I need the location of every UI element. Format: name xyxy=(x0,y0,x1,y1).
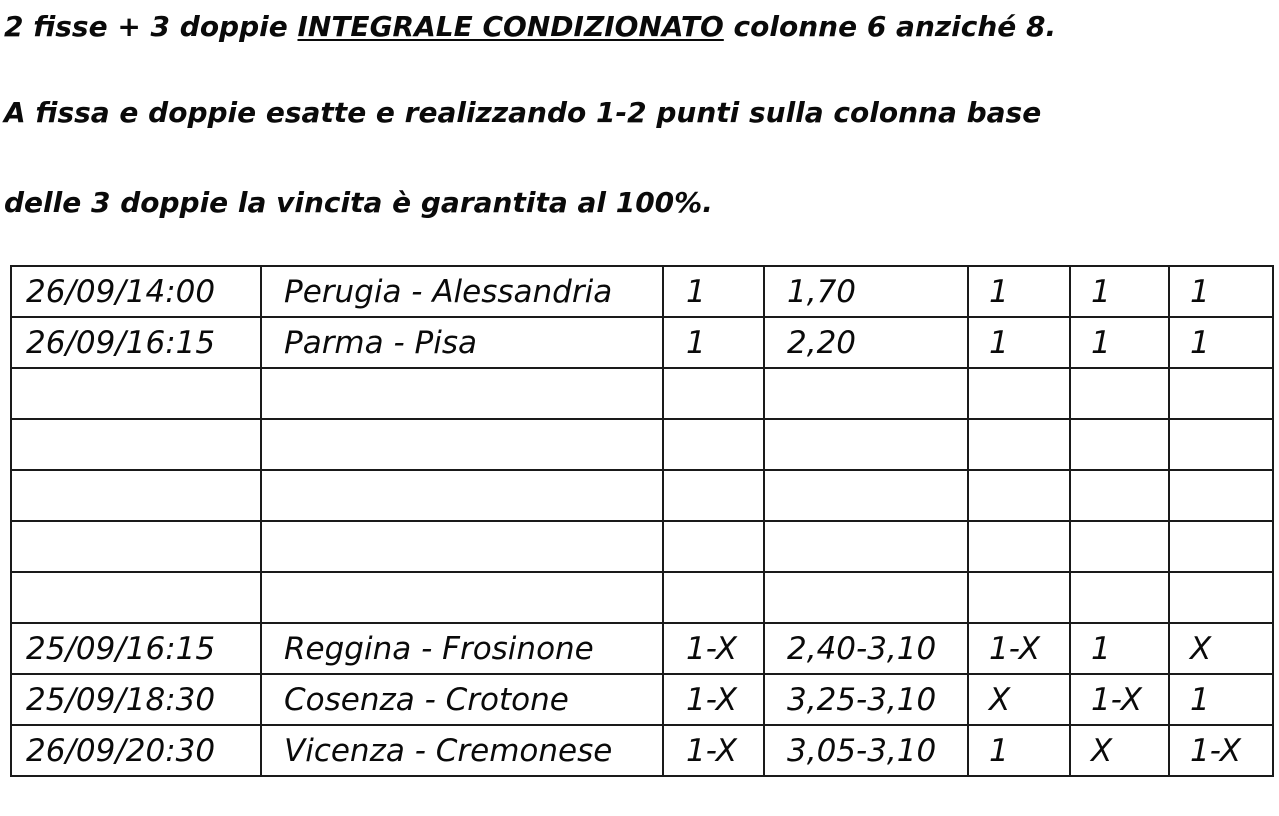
cell-column-2: 1 xyxy=(1070,623,1169,674)
cell-match-teams: Reggina - Frosinone xyxy=(261,623,663,674)
cell-prediction: 1-X xyxy=(663,725,764,776)
cell-prediction: 1 xyxy=(663,266,764,317)
cell-column-1: 1 xyxy=(968,317,1070,368)
heading-line-3: delle 3 doppie la vincita è garantita al 100%. xyxy=(4,186,713,219)
cell-match-datetime xyxy=(11,368,261,419)
cell-column-2: X xyxy=(1070,725,1169,776)
cell-match-datetime xyxy=(11,572,261,623)
cell-prediction xyxy=(663,368,764,419)
heading-line-1 xyxy=(4,10,1056,43)
cell-odds: 2,20 xyxy=(764,317,968,368)
cell-match-datetime: 26/09/14:00 xyxy=(11,266,261,317)
cell-column-2: 1 xyxy=(1070,317,1169,368)
cell-odds xyxy=(764,521,968,572)
betting-table xyxy=(10,265,1274,777)
cell-odds: 1,70 xyxy=(764,266,968,317)
cell-prediction: 1-X xyxy=(663,623,764,674)
cell-prediction: 1 xyxy=(663,317,764,368)
cell-column-1 xyxy=(968,368,1070,419)
cell-prediction xyxy=(663,572,764,623)
cell-column-3 xyxy=(1169,470,1273,521)
cell-match-teams: Cosenza - Crotone xyxy=(261,674,663,725)
cell-odds: 3,05-3,10 xyxy=(764,725,968,776)
table-row xyxy=(11,419,1273,470)
table-row xyxy=(11,674,1273,725)
table-row xyxy=(11,521,1273,572)
cell-match-datetime: 26/09/16:15 xyxy=(11,317,261,368)
cell-match-teams xyxy=(261,572,663,623)
cell-odds xyxy=(764,419,968,470)
cell-column-2 xyxy=(1070,572,1169,623)
cell-column-3 xyxy=(1169,521,1273,572)
cell-prediction: 1-X xyxy=(663,674,764,725)
table-row xyxy=(11,368,1273,419)
cell-column-3: 1 xyxy=(1169,317,1273,368)
cell-match-teams: Vicenza - Cremonese xyxy=(261,725,663,776)
cell-prediction xyxy=(663,419,764,470)
cell-match-datetime xyxy=(11,470,261,521)
cell-column-3 xyxy=(1169,368,1273,419)
table-row xyxy=(11,317,1273,368)
table-row xyxy=(11,623,1273,674)
cell-column-2: 1-X xyxy=(1070,674,1169,725)
cell-odds xyxy=(764,572,968,623)
cell-odds xyxy=(764,470,968,521)
cell-column-2: 1 xyxy=(1070,266,1169,317)
cell-column-1 xyxy=(968,470,1070,521)
table-row xyxy=(11,470,1273,521)
cell-column-3: 1 xyxy=(1169,674,1273,725)
cell-column-1: 1-X xyxy=(968,623,1070,674)
cell-match-teams xyxy=(261,521,663,572)
cell-match-teams xyxy=(261,368,663,419)
cell-column-3 xyxy=(1169,572,1273,623)
cell-column-1: 1 xyxy=(968,266,1070,317)
cell-match-teams xyxy=(261,419,663,470)
cell-column-2 xyxy=(1070,521,1169,572)
cell-column-2 xyxy=(1070,368,1169,419)
table-body xyxy=(11,266,1273,776)
cell-prediction xyxy=(663,521,764,572)
cell-match-datetime: 26/09/20:30 xyxy=(11,725,261,776)
cell-column-3: 1-X xyxy=(1169,725,1273,776)
cell-column-2 xyxy=(1070,419,1169,470)
cell-column-3: 1 xyxy=(1169,266,1273,317)
cell-odds: 3,25-3,10 xyxy=(764,674,968,725)
cell-column-1: X xyxy=(968,674,1070,725)
cell-column-1 xyxy=(968,572,1070,623)
cell-match-teams xyxy=(261,470,663,521)
cell-column-3: X xyxy=(1169,623,1273,674)
cell-match-datetime xyxy=(11,419,261,470)
cell-match-teams: Parma - Pisa xyxy=(261,317,663,368)
heading-line-2: A fissa e doppie esatte e realizzando 1-2 punti sulla colonna base xyxy=(4,96,1042,129)
cell-column-2 xyxy=(1070,470,1169,521)
cell-column-1 xyxy=(968,521,1070,572)
cell-column-1: 1 xyxy=(968,725,1070,776)
cell-odds: 2,40-3,10 xyxy=(764,623,968,674)
table-row xyxy=(11,725,1273,776)
heading-underlined-phrase: INTEGRALE CONDIZIONATO xyxy=(297,10,724,43)
cell-odds xyxy=(764,368,968,419)
table-row xyxy=(11,266,1273,317)
cell-prediction xyxy=(663,470,764,521)
cell-match-datetime: 25/09/18:30 xyxy=(11,674,261,725)
cell-match-datetime: 25/09/16:15 xyxy=(11,623,261,674)
cell-column-1 xyxy=(968,419,1070,470)
cell-column-3 xyxy=(1169,419,1273,470)
heading-line-1-prefix: 2 fisse + 3 doppie xyxy=(4,10,298,43)
table-row xyxy=(11,572,1273,623)
heading-line-1-suffix: colonne 6 anziché 8. xyxy=(723,10,1057,43)
cell-match-teams: Perugia - Alessandria xyxy=(261,266,663,317)
cell-match-datetime xyxy=(11,521,261,572)
